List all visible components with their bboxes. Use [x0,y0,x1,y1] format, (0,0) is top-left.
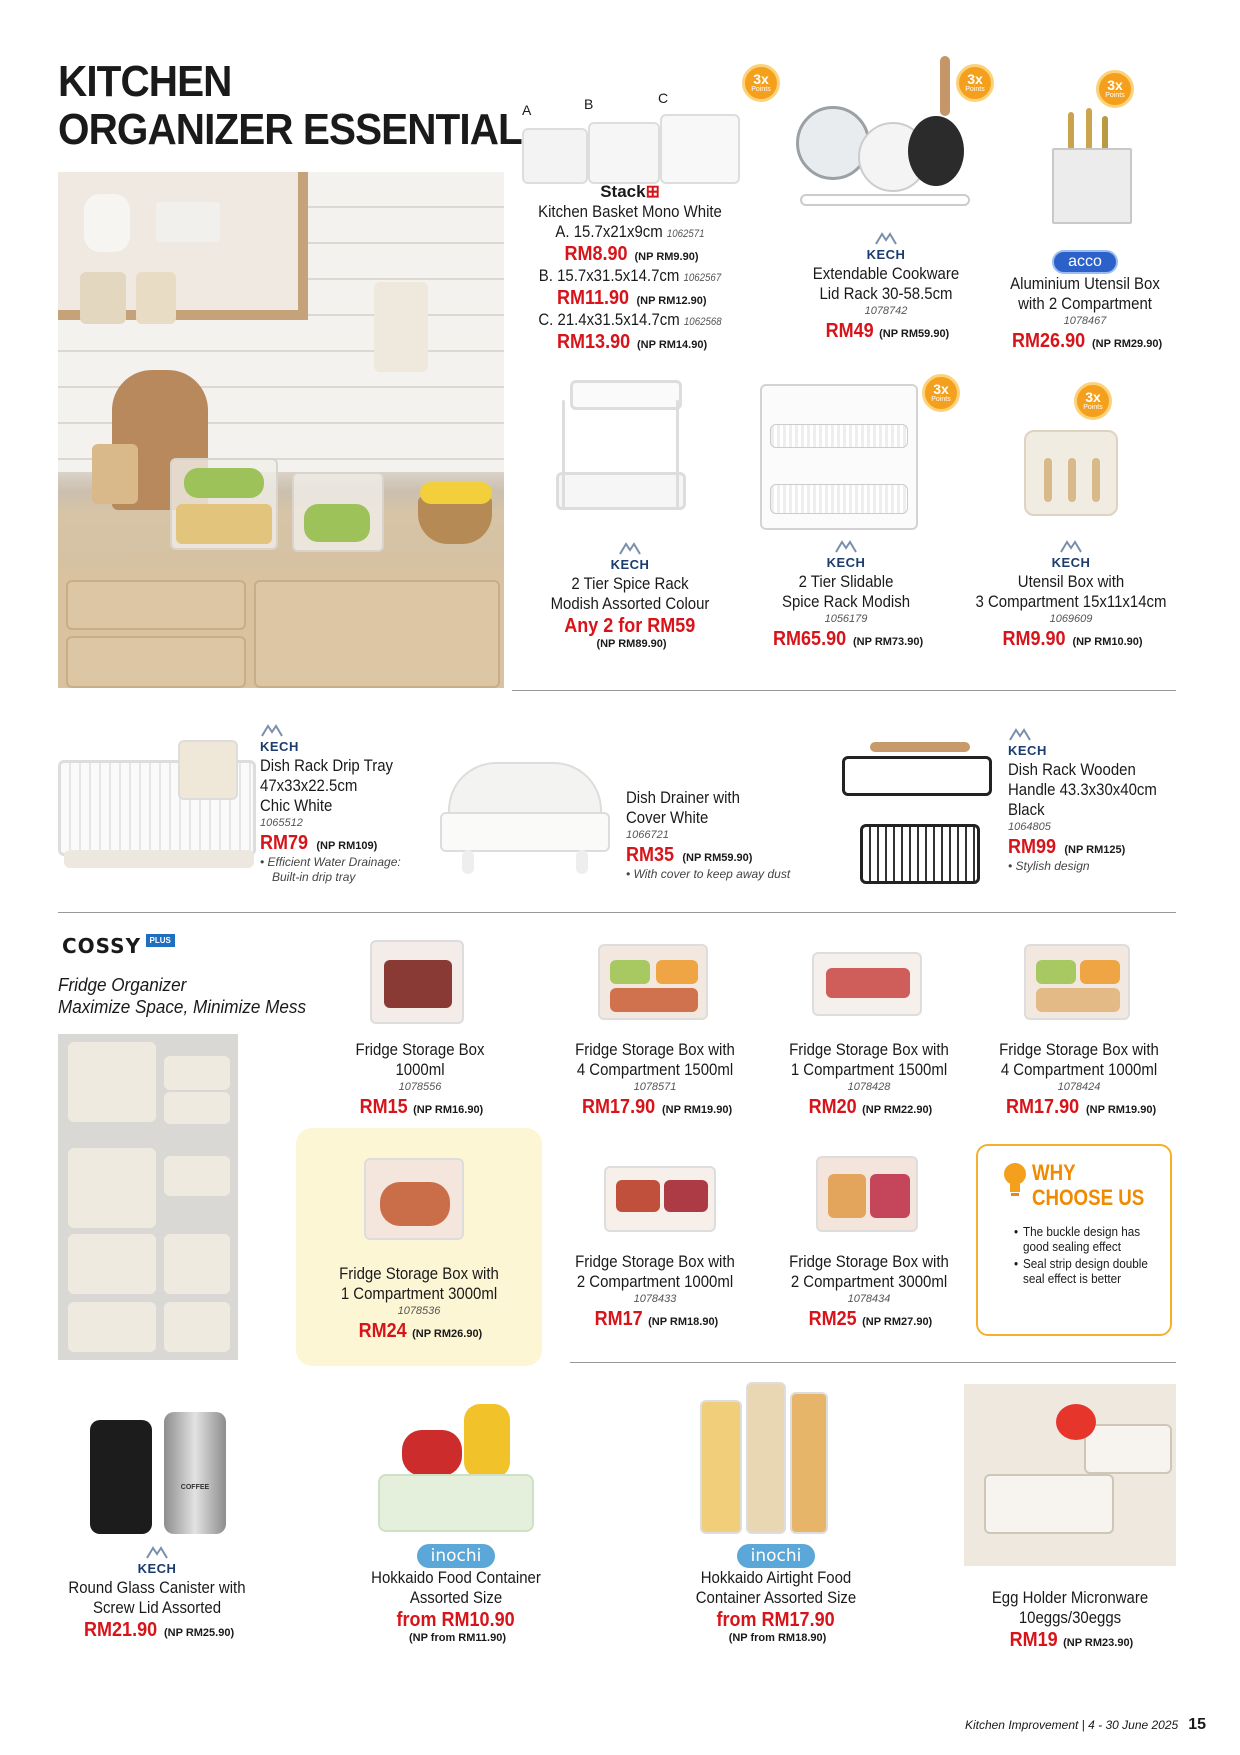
price: RM11.90 [557,287,630,309]
kech-brand-logo: KECH [1052,540,1091,572]
page-number: 15 [1188,1716,1206,1733]
price: RM99 [1008,836,1057,858]
dish-drainer-image [440,762,610,876]
price: RM17 [594,1308,643,1330]
stack-brand-logo: Stack⊞ [600,182,660,201]
price: RM9.90 [1002,628,1066,650]
inochi-brand-logo: inochi [666,1544,886,1568]
price: RM49 [825,320,874,342]
hokkaido-airtight-image [700,1382,830,1534]
product-hokkaido-food: inochi Hokkaido Food Container Assorted Size from RM10.90 (NP from RM11.90) [346,1544,566,1644]
kech-brand-logo: KECH [260,724,299,756]
fridge-1000-image [370,940,464,1024]
product-fridge-1c3000: Fridge Storage Box with 1 Compartment 3000ml 1078536 RM24 (NP RM26.90) [339,1264,499,1342]
kitchen-basket-image [522,118,740,188]
kech-brand-logo: KECH [827,540,866,572]
fridge-organizer-heading: Fridge Organizer Maximize Space, Minimize Mess [58,975,307,1017]
acco-brand-logo: acco [990,250,1180,274]
product-dish-rack-drip: KECH Dish Rack Drip Tray 47x33x22.5cm Chic White 1065512 RM79 (NP RM109) • Efficient Water Drainage: Built-in drip tray [260,724,460,885]
price: RM24 [358,1320,407,1342]
product-kitchen-basket: Stack⊞ Kitchen Basket Mono White A. 15.7x21x9cm 1062571 RM8.90 (NP RM9.90) B. 15.7x31.5x14.7cm 1062567 RM11.90 (NP RM12.90) C. 21.4x31.5x14.7cm 1062568 RM13.90 (NP RM14.90) [520,182,740,354]
page-title: KITCHEN ORGANIZER ESSENTIAL [58,57,522,154]
slidable-rack-image [760,384,918,530]
price: RM20 [808,1096,857,1118]
section-divider [570,1362,1176,1363]
product-slidable-rack: KECH 2 Tier Slidable Spice Rack Modish 1056179 RM65.90 (NP RM73.90) [746,540,946,651]
product-aluminium-utensil-box: acco Aluminium Utensil Box with 2 Compartment 1078467 RM26.90 (NP RM29.90) [990,250,1180,353]
lid-rack-image [796,56,972,214]
price: RM17.90 [1005,1096,1079,1118]
page-footer: Kitchen Improvement | 4 - 30 June 2025 15 [964,1716,1206,1733]
cossy-brand-logo: COSSY PLUS [62,934,175,958]
price: RM65.90 [772,628,846,650]
canister-image: COFFEE [90,1412,240,1536]
hokkaido-food-image [378,1404,534,1534]
section-divider [58,912,1176,913]
basket-label-b: B [584,96,594,112]
why-point: • Seal strip design double seal effect is better [1014,1256,1149,1286]
fridge-lifestyle-photo [58,1034,238,1360]
price: RM17.90 [581,1096,655,1118]
product-lid-rack: KECH Extendable Cookware Lid Rack 30-58.5cm 1078742 RM49 (NP RM59.90) [786,232,986,343]
price: RM25 [808,1308,857,1330]
section-divider [512,690,1176,691]
fridge-4c1000-image [1024,944,1130,1020]
product-spice-rack: KECH 2 Tier Spice Rack Modish Assorted Colour Any 2 for RM59 (NP RM89.90) [520,542,740,650]
fridge-1c1500-image [812,952,922,1016]
lightbulb-icon [1000,1160,1030,1200]
price: RM19 [1009,1629,1058,1651]
utensil-box-image [1052,112,1132,224]
product-dish-drainer: Dish Drainer with Cover White 1066721 RM35 (NP RM59.90) • With cover to keep away dust [626,788,791,881]
kech-brand-logo: KECH [867,232,906,264]
basket-label-c: C [658,90,669,106]
price: from RM10.90 [396,1609,516,1631]
price: RM21.90 [83,1619,157,1641]
why-point: • The buckle design has good sealing effect [1014,1224,1149,1254]
price: RM26.90 [1011,330,1085,352]
product-fridge-2c1000: Fridge Storage Box with 2 Compartment 1000ml 1078433 RM17 (NP RM18.90) [575,1252,735,1330]
product-name: Kitchen Basket Mono White [538,202,722,221]
price: RM35 [626,844,675,866]
basket-label-a: A [522,102,532,118]
product-fridge-1c1500: Fridge Storage Box with 1 Compartment 1500ml 1078428 RM20 (NP RM22.90) [789,1040,949,1118]
product-canister: KECH Round Glass Canister with Screw Lid Assorted RM21.90 (NP RM25.90) [52,1546,262,1642]
fridge-2c3000-image [816,1156,918,1232]
why-points [1014,1224,1164,1288]
egg-holder-image [964,1384,1176,1566]
dish-rack-drip-image [58,740,256,872]
points-badge: 3x Points [956,64,994,110]
points-badge: 3x Points [1096,70,1134,116]
product-egg-holder: Egg Holder Micronware 10eggs/30eggs RM19 (NP RM23.90) [991,1588,1149,1651]
fridge-2c1000-image [604,1166,716,1232]
price: RM15 [359,1096,408,1118]
points-badge: 3x Points [742,64,780,110]
product-utensil-3comp: KECH Utensil Box with 3 Compartment 15x11x14cm 1069609 RM9.90 (NP RM10.90) [956,540,1186,651]
points-badge: 3x Points [922,374,960,420]
why-title: WHY CHOOSE US [1032,1160,1145,1210]
utensil-3comp-image [1024,430,1118,516]
cossy-plus-badge: PLUS [146,934,175,947]
inochi-brand-logo: inochi [346,1544,566,1568]
price: RM13.90 [556,331,630,353]
product-fridge-1000: Fridge Storage Box 1000ml 1078556 RM15 (NP RM16.90) [355,1040,485,1118]
price: RM8.90 [564,243,629,265]
product-hokkaido-airtight: inochi Hokkaido Airtight Food Container Assorted Size from RM17.90 (NP from RM18.90) [666,1544,886,1644]
kech-brand-logo: KECH [611,542,650,574]
why-choose-us-box [976,1144,1172,1336]
product-fridge-2c3000: Fridge Storage Box with 2 Compartment 3000ml 1078434 RM25 (NP RM27.90) [789,1252,949,1330]
kech-brand-logo: KECH [138,1546,177,1578]
fridge-4c1500-image [598,944,708,1020]
kitchen-lifestyle-photo [58,172,504,688]
dish-rack-wood-image [842,742,992,894]
product-dish-rack-wood: KECH Dish Rack Wooden Handle 43.3x30x40cm Black 1064805 RM99 (NP RM125) • Stylish design [1008,728,1188,874]
spice-rack-image [552,380,688,516]
price: Any 2 for RM59 [564,615,696,637]
points-badge: 3x Points [1074,382,1112,428]
product-fridge-4c1000: Fridge Storage Box with 4 Compartment 1000ml 1078424 RM17.90 (NP RM19.90) [999,1040,1159,1118]
kech-brand-logo: KECH [1008,728,1047,760]
product-fridge-4c1500: Fridge Storage Box with 4 Compartment 1500ml 1078571 RM17.90 (NP RM19.90) [575,1040,735,1118]
fridge-1c3000-image [364,1158,464,1240]
price: from RM17.90 [716,1609,836,1631]
price: RM79 [260,832,309,854]
